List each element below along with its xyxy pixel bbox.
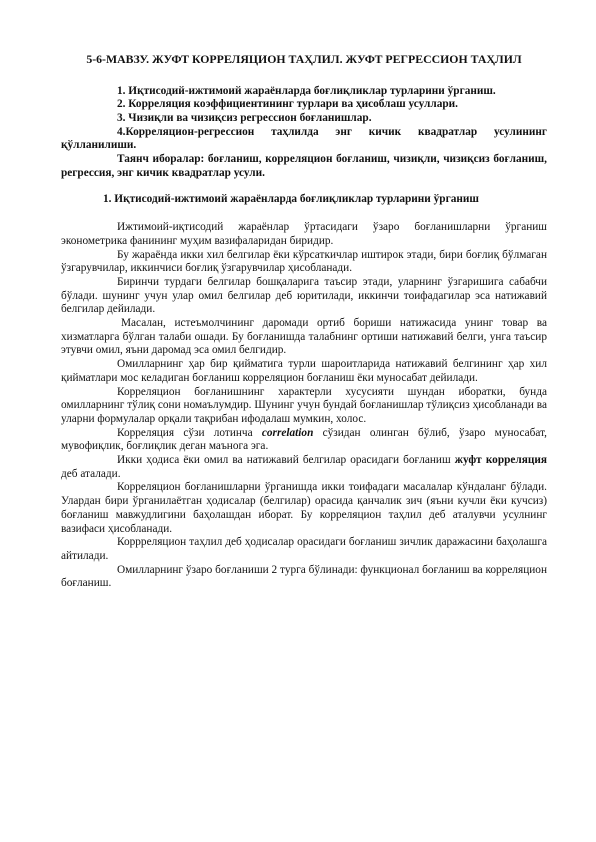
term-correlation: correlation: [261, 426, 314, 439]
paragraph-text: Корреляция сўзи лотинча: [117, 426, 262, 439]
paragraph: Омилларнинг ўзаро боғланиши 2 турга бўлинади: функционал боғланиш ва корреляцион боғланиш.: [61, 563, 547, 590]
paragraph: Корреляцион боғланишларни ўрганишда икки тоифадаги масалалар кўндаланг бўлади. Улардан бири ўрганилаётган ҳодисалар (белгилар) орасида қанчалик зич (яъни кучли ёки кучсиз) боғланиш мавжудлигини баҳолашдан иборат. Бу корреляцион таҳлил деб аталувчи усулнинг вазифаси ҳисобланади.: [61, 481, 547, 535]
section-body: [61, 221, 547, 591]
paragraph-text: деб аталади.: [61, 467, 121, 480]
paragraph: Корреляцион боғланишнинг характерли хусусияти шундан иборатки, бунда омилларнинг тўлиқ сони номаълумдир. Шунинг учун бундай боғланишлар тўлиқсиз ҳисобланади ва уларни формулалар орқали тақрибан ифодалаш мумкин, холос.: [61, 385, 547, 425]
paragraph: Коррреляцион таҳлил деб ҳодисалар орасидаги боғланиш зичлик даражасини баҳолашга айтилади.: [61, 536, 547, 562]
paragraph-text: сўзидан олинган бўлиб, ўзаро муносабат, мувофиқлик, боғлиқлик деган маънога эга.: [61, 426, 547, 453]
paragraph-text: Икки ҳодиса ёки омил ва натижавий белгилар орасидаги боғланиш: [117, 454, 455, 467]
plan-item-2: 2. Корреляция коэффициентининг турлари ва ҳисоблаш усуллари.: [117, 98, 458, 111]
paragraph: Омилларнинг ҳар бир қийматига турли шароитларида натижавий белгининг ҳар хил қийматлари мос келадиган боғланиш корреляцион боғланиш ёки муносабат дейилади.: [61, 358, 547, 384]
paragraph: Биринчи турдаги белгилар бошқаларига таъсир этади, уларнинг ўзгаришига сабабчи бўлади. шунинг учун улар омил белгилар деб юритилади, иккинчи тоифадагилар эса натижавий белгилар дейилади.: [61, 275, 547, 316]
section-heading: 1. Иқтисодий-ижтимоий жараёнларда боғлиқликлар турларини ўрганиш: [103, 193, 479, 206]
paragraph: Ижтимоий-иқтисодий жараёнлар ўртасидаги ўзаро боғланишларни ўрганиш эконометрика фанининг муҳим вазифаларидан биридир.: [61, 221, 547, 247]
term-pair-correlation: жуфт корреляция: [454, 454, 547, 467]
plan-item-3: 3. Чизиқли ва чизиқсиз регрессион боғланишлар.: [117, 111, 372, 124]
paragraph: Бу жараёнда икки хил белгилар ёки кўрсаткичлар иштирок этади, бири боғлиқ бўлмаган ўзгарувчилар, иккинчиси боғлиқ ўзгарувчилар ҳисобланади.: [61, 248, 547, 275]
paragraph: [61, 427, 547, 454]
paragraph: Масалан, истеъмолчининг даромади ортиб бориши натижасида унинг товар ва хизматларга бўлган талаби ошади. Бу боғланишда талабнинг ортиши натижавий белги, унга таъсир этувчи омил, яъни даромад эса омил белгидир.: [61, 317, 547, 357]
plan-item-4: 4.Корреляцион-регрессион таҳлилда энг кичик квадратлар усулининг қўлланилиши.: [61, 125, 547, 152]
paragraph: [61, 454, 547, 481]
document-page: [61, 52, 547, 591]
lecture-title: 5-6-МАВЗУ. ЖУФТ КОРРЕЛЯЦИОН ТАҲЛИЛ. ЖУФТ РЕГРЕССИОН ТАҲЛИЛ: [86, 52, 522, 66]
lecture-plan: [61, 85, 547, 181]
plan-item-1: 1. Иқтисодий-ижтимоий жараёнларда боғлиқликлар турларини ўрганиш.: [117, 84, 496, 97]
keywords: Таянч иборалар: боғланиш, корреляцион боғланиш, чизиқли, чизиқсиз боғланиш, регрессия, энг кичик квадратлар усули.: [61, 153, 547, 179]
